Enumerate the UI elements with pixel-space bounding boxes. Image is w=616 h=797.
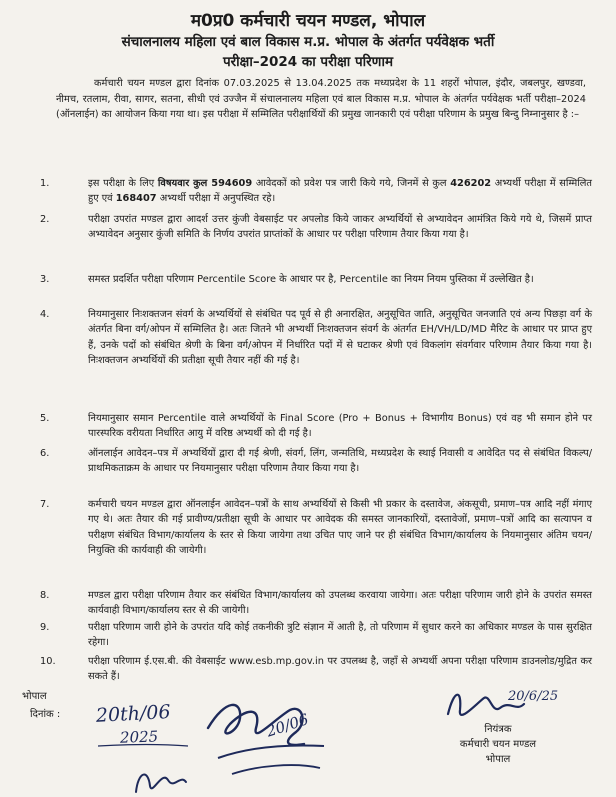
signer-city: भोपाल [485, 754, 511, 765]
appeared-count: 426202 [450, 178, 492, 189]
point-text: नियमानुसार निःशक्तजन संवर्ग के अभ्यर्थियों से संबंधित पद पूर्व से ही अनारक्षित, अनुसूचित जाति, अनुसूचित जनजाति एवं अन्य पिछड़ा वर्ग के अंतर्गत बिना वर्ग/ओपन में सम्मिलित है। अतः जितने भी अभ्यर्थी निःशक्तजन संवर्ग के अंतर्गत EH/VH/LD/MD मैरिट के आधार पर प्राप्त हुए हैं, उनके पदों को संबंधित श्रेणी के बिना वर्ग/ओपन में निर्धारित पदों में से घटाकर श्रेणी एवं विकलांग संवर्गवार परिणाम तैयार किया गया है। निःशक्तजन अभ्यर्थियों की प्रतीक्षा सूची तैयार नहीं की गई है। [88, 309, 592, 367]
absent-count: 168407 [115, 193, 157, 205]
point-number: 4. [40, 309, 50, 320]
point-text-part: आवेदकों को प्रवेश पत्र जारी किये गये, जिनमें से कुल [252, 178, 451, 189]
point-number: 3. [40, 274, 50, 285]
point-number: 7. [40, 499, 50, 510]
signature-stroke [218, 746, 324, 759]
date-label: दिनांक : [30, 709, 61, 720]
handwritten-date-line2: 2025 [119, 727, 159, 747]
place-label: भोपाल [22, 691, 47, 702]
point-number: 10. [40, 656, 56, 667]
point-text: समस्त प्रदर्शित परीक्षा परिणाम Percentile Score के आधार पर है, Percentile का नियम नियम पुस्तिका में उल्लेखित है। [88, 274, 534, 285]
signer-title: नियंत्रक [484, 724, 512, 735]
initials-mark [130, 762, 190, 796]
signature-stroke [232, 765, 320, 774]
point-text: परीक्षा उपरांत मण्डल द्वारा आदर्श उत्तर कुंजी वेबसाईट पर अपलोड किये जाकर अभ्यर्थियों से अभ्यावेदन आमंत्रित किये गये थे, जिसमें प्राप्त अभ्यावेदन अनुसार कुंजी समिति के निर्णय उपरांत प्राप्तांकों के आधार पर परीक्षा परिणाम तैयार किया गया है। [88, 214, 592, 241]
point-text: परीक्षा परिणाम ई.एस.बी. की वेबसाईट www.esb.mp.gov.in पर उपलब्ध है, जहाँ से अभ्यर्थी अपना परीक्षा परिणाम डाउनलोड/मुद्रित कर सकते हैं। [88, 656, 592, 683]
point-text-part: इस परीक्षा के लिए [88, 178, 158, 189]
point-text-part: अभ्यर्थी परीक्षा में अनुपस्थित रहे। [156, 193, 276, 205]
point-number: 2. [40, 214, 50, 225]
point-text-part: अभ्यर्थी परीक्षा में सम्मिलित हुए एवं [88, 178, 593, 205]
signature-stroke [136, 775, 186, 792]
point-text: परीक्षा परिणाम जारी होने के उपरांत यदि कोई तकनीकी त्रुटि संज्ञान में आती है, तो परिणाम में सुधार करने का अधिकार मण्डल के पास सुरक्षित रहेगा। [88, 622, 592, 649]
point-text: नियमानुसार समान Percentile वाले अभ्यर्थियों के Final Score (Pro + Bonus + विभागीय Bonus) एवं वह भी समान होने पर पारस्परिक वरीयता निर्धारित आयु में वरिष्ठ अभ्यर्थी को दी गई है। [88, 413, 592, 440]
point-text [88, 176, 592, 207]
handwritten-date [92, 700, 192, 748]
handwritten-date-line1: 20th/06 [95, 700, 172, 727]
intro-text: कर्मचारी चयन मण्डल द्वारा दिनांक 07.03.2025 से 13.04.2025 तक मध्यप्रदेश के 11 शहरों भोपाल, इंदौर, जबलपुर, खण्डवा, नीमच, रतलाम, रीवा, सागर, सतना, सीधी एवं उज्जैन में संचालनालय महिला एवं बाल विकास म.प्र. भोपाल के अंतर्गत पर्यवेक्षक भर्ती परीक्षा–2024 (ऑनलाईन) का आयोजन किया गया था। इस परीक्षा में सम्मिलित परीक्षार्थियों की प्रमुख जानकारी एवं परीक्षा परिणाम के प्रमुख बिन्दु निम्नानुसार है :– [56, 78, 586, 121]
signature-date: 20/6/25 [508, 689, 559, 704]
point-number: 8. [40, 590, 50, 601]
reviewer-signature [196, 688, 336, 788]
document-subtitle: संचालनालय महिला एवं बाल विकास म.प्र. भोपाल के अंतर्गत पर्यवेक्षक भर्ती [121, 34, 495, 50]
document-title: म0प्र0 कर्मचारी चयन मण्डल, भोपाल [190, 11, 426, 31]
intro-paragraph [56, 76, 586, 123]
signature-date-mark: 20/06 [264, 710, 311, 741]
point-number: 1. [40, 178, 50, 189]
signer-org: कर्मचारी चयन मण्डल [459, 739, 537, 750]
total-applicants: विषयवार कुल 594609 [157, 178, 253, 189]
point-text: ऑनलाईन आवेदन–पत्र में अभ्यर्थियों द्वारा दी गई श्रेणी, संवर्ग, लिंग, जन्मतिथि, मध्यप्रदेश के स्थाई निवासी व आवेदित पद से संबंधित विकल्प/प्राथमिकताक्रम के आधार पर नियमानुसार परीक्षा परिणाम तैयार किया गया है। [88, 448, 592, 475]
point-number: 6. [40, 448, 50, 459]
point-number: 9. [40, 622, 50, 633]
point-text: कर्मचारी चयन मण्डल द्वारा ऑनलाईन आवेदन–पत्रों के साथ अभ्यर्थियों से किसी भी प्रकार के दस्तावेज, अंकसूची, प्रमाण–पत्र आदि नहीं मंगाए गए थे। अतः तैयार की गई प्रावीण्य/प्रतीक्षा सूची के आधार पर आवेदक की समस्त जानकारियों, दस्तावेजों, प्रमाण–पत्रों आदि का सत्यापन व परीक्षण संबंधित विभाग/कार्यालय के स्तर से किया जायेगा तथा उचित पाए जाने पर ही संबंधित विभाग/कार्यालय के नियमानुसार अंतिम चयन/नियुक्ति की कार्यवाही की जायेगी। [88, 499, 592, 557]
document-subtitle-2: परीक्षा–2024 का परीक्षा परिणाम [222, 54, 394, 70]
point-text: मण्डल द्वारा परीक्षा परिणाम तैयार कर संबंधित विभाग/कार्यालय को उपलब्ध करवाया जायेगा। अतः परीक्षा परिणाम जारी होने के उपरांत समस्त कार्यवाही विभाग/कार्यालय स्तर से की जायेगी। [88, 590, 592, 617]
point-number: 5. [40, 413, 50, 424]
signer-block [438, 722, 558, 767]
